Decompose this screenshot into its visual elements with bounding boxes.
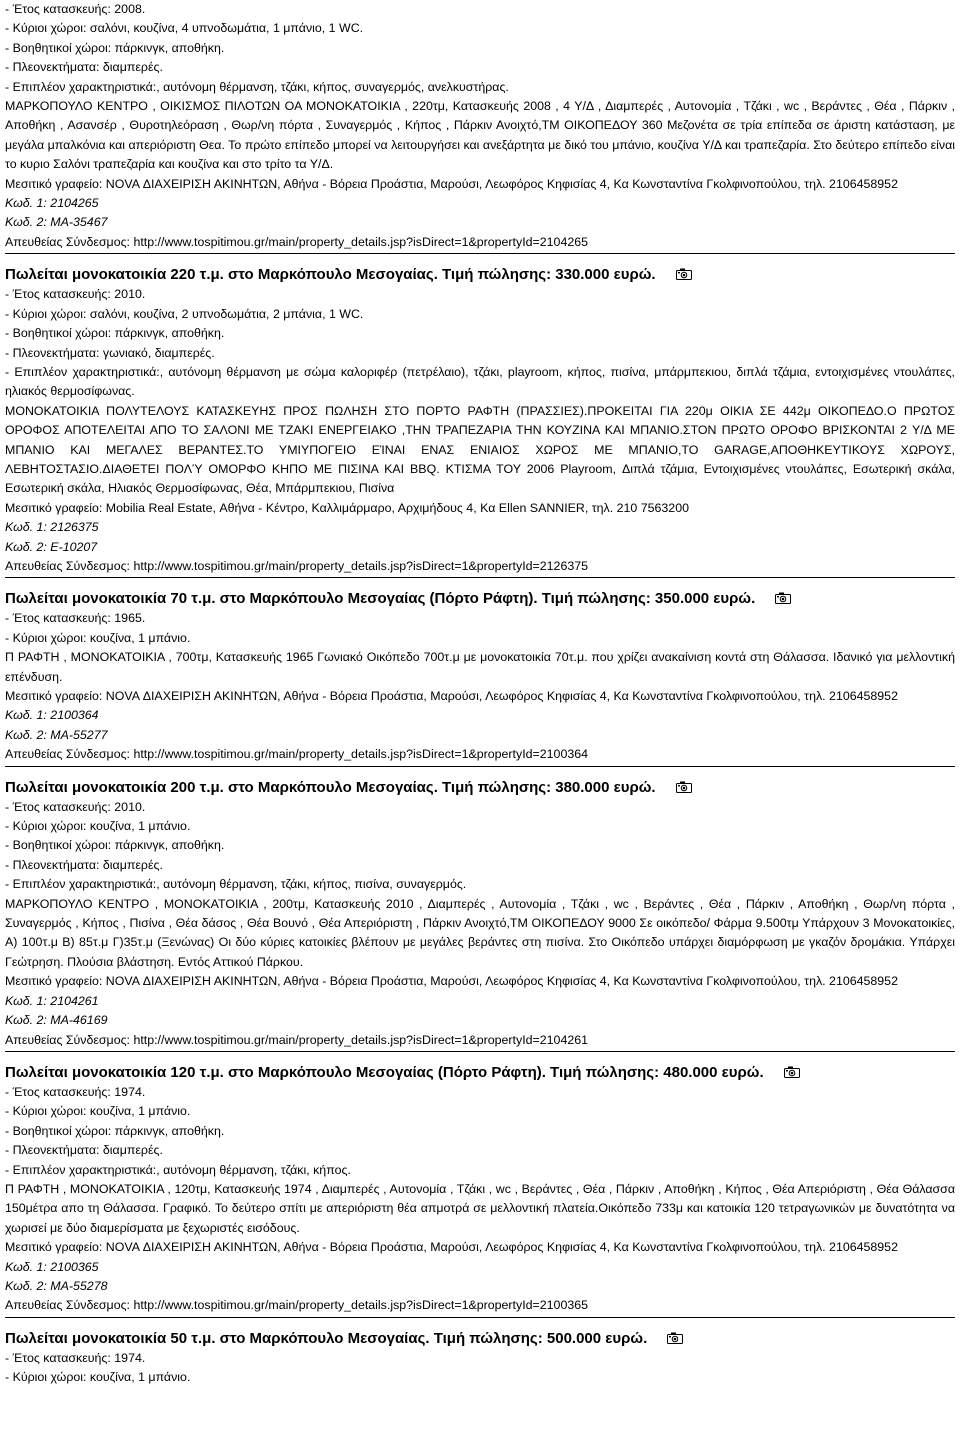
agency-info: Μεσιτικό γραφείο: NOVA ΔΙΑΧΕΙΡΙΣΗ ΑΚΙΝΗΤΩΝ, Αθήνα - Βόρεια Προάστια, Μαρούσι, Λεωφόρος Κηφισίας 4, Κα Κωνσταντίνα Γκολφινοπούλου, τηλ. 2106458952: [5, 689, 898, 703]
divider: [5, 1051, 955, 1052]
direct-link[interactable]: Απευθείας Σύνδεσμος: http://www.tospitimou.gr/main/property_details.jsp?isDirect=1&propertyId=2100364: [5, 747, 589, 762]
listing: [5, 1063, 955, 1318]
code-2: Κωδ. 2: MA-46169: [5, 1013, 108, 1028]
code-2: Κωδ. 2: MA-55277: [5, 727, 108, 742]
detail-line: - Πλεονεκτήματα: γωνιακό, διαμπερές.: [5, 345, 215, 360]
detail-line: - Επιπλέον χαρακτηριστικά:, αυτόνομη θέρμανση, τζάκι, κήπος.: [5, 1162, 351, 1177]
listing-title-text: Πωλείται μονοκατοικία 120 τ.μ. στο Μαρκόπουλο Μεσογαίας (Πόρτο Ράφτη). Τιμή πώλησης: 480.000 ευρώ.: [5, 1063, 764, 1081]
detail-line: - Έτος κατασκευής: 2010.: [5, 287, 146, 302]
agency-info: Μεσιτικό γραφείο: NOVA ΔΙΑΧΕΙΡΙΣΗ ΑΚΙΝΗΤΩΝ, Αθήνα - Βόρεια Προάστια, Μαρούσι, Λεωφόρος Κηφισίας 4, Κα Κωνσταντίνα Γκολφινοπούλου, τηλ. 2106458952: [5, 1240, 898, 1255]
detail-line: - Επιπλέον χαρακτηριστικά:, αυτόνομη θέρμανση, τζάκι, κήπος, συναγερμός, ανελκυστήρας.: [5, 79, 509, 94]
listing-title-text: Πωλείται μονοκατοικία 200 τ.μ. στο Μαρκόπουλο Μεσογαίας. Τιμή πώλησης: 380.000 ευρώ.: [5, 778, 656, 796]
detail-line: - Έτος κατασκευής: 1974.: [5, 1084, 146, 1099]
detail-line: - Έτος κατασκευής: 1974.: [5, 1350, 146, 1365]
direct-link[interactable]: Απευθείας Σύνδεσμος: http://www.tospitimou.gr/main/property_details.jsp?isDirect=1&propertyId=2104261: [5, 1032, 589, 1047]
code-1: Κωδ. 1: 2100365: [5, 1259, 99, 1274]
detail-line: - Κύριοι χώροι: κουζίνα, 1 μπάνιο.: [5, 1104, 191, 1119]
direct-link[interactable]: Απευθείας Σύνδεσμος: http://www.tospitimou.gr/main/property_details.jsp?isDirect=1&propertyId=2100365: [5, 1298, 589, 1313]
direct-link[interactable]: Απευθείας Σύνδεσμος: http://www.tospitimou.gr/main/property_details.jsp?isDirect=1&propertyId=2126375: [5, 558, 589, 573]
code-1: Κωδ. 1: 2104261: [5, 993, 99, 1008]
detail-line: - Έτος κατασκευής: 2010.: [5, 799, 146, 814]
listing-title-text: Πωλείται μονοκατοικία 50 τ.μ. στο Μαρκόπουλο Μεσογαίας. Τιμή πώλησης: 500.000 ευρώ.: [5, 1329, 648, 1347]
detail-line: - Κύριοι χώροι: κουζίνα, 1 μπάνιο.: [5, 819, 191, 834]
detail-line: - Βοηθητικοί χώροι: πάρκινγκ, αποθήκη.: [5, 40, 225, 55]
listing-description: ΜΑΡΚΟΠΟΥΛΟ ΚΕΝΤΡΟ , ΟΙΚΙΣΜΟΣ ΠΙΛΟΤΩΝ ΟΑ ΜΟΝΟΚΑΤΟΙΚΙΑ , 220τμ, Κατασκευής 2008 , 4 Υ/Δ , Διαμπερές , Αυτονομία , Τζάκι , wc , Βεράντες , Θέα , Πάρκιν , Αποθήκη , Ασανσέρ , Θυροτηλεόραση , Θωρ/νη πόρτα , Συναγερμός , Κήπος , Πάρκιν Ανοιχτό,ΤΜ ΟΙΚΟΠΕΔΟΥ 360 Μεζονέτα σε τρία επίπεδα σε άριστη κατάσταση, με μεγάλα μπαλκόνια και απεριόριστη Θεα. Το πρώτο επίπεδο μπορεί να λειτουργήσει και ανεξάρτητα με δικό του μπάνιο, κουζίνα Υ/Δ και τραπεζαρία. Στο δεύτερο επίπεδο είναι το κυριο Σαλόνι τραπεζαρία και κουζίνα και στο τρίτο τα Υ/Δ.: [5, 99, 955, 172]
agency-info: Μεσιτικό γραφείο: NOVA ΔΙΑΧΕΙΡΙΣΗ ΑΚΙΝΗΤΩΝ, Αθήνα - Βόρεια Προάστια, Μαρούσι, Λεωφόρος Κηφισίας 4, Κα Κωνσταντίνα Γκολφινοπούλου, τηλ. 2106458952: [5, 176, 898, 191]
divider: [5, 1317, 955, 1318]
detail-line: - Κύριοι χώροι: σαλόνι, κουζίνα, 2 υπνοδωμάτια, 2 μπάνια, 1 WC.: [5, 306, 364, 321]
detail-line: - Βοηθητικοί χώροι: πάρκινγκ, αποθήκη.: [5, 1123, 225, 1138]
camera-icon[interactable]: [676, 268, 692, 280]
detail-line: - Πλεονεκτήματα: διαμπερές.: [5, 857, 163, 872]
divider: [5, 577, 955, 578]
listing-title-text: Πωλείται μονοκατοικία 220 τ.μ. στο Μαρκόπουλο Μεσογαίας. Τιμή πώλησης: 330.000 ευρώ.: [5, 266, 656, 284]
listing-title: [5, 265, 955, 285]
extras-line: - Επιπλέον χαρακτηριστικά:, αυτόνομη θέρμανση με σώμα καλοριφέρ (πετρέλαιο), τζάκι, playroom, κήπος, πισίνα, μπάρμπεκιου, διπλά τζάμια, εντοιχισμένες ντουλάπες, ηλιακός θερμοσίφωνας.: [5, 364, 955, 399]
code-2: Κωδ. 2: MA-55278: [5, 1278, 108, 1293]
direct-link[interactable]: Απευθείας Σύνδεσμος: http://www.tospitimou.gr/main/property_details.jsp?isDirect=1&propertyId=2104265: [5, 234, 589, 249]
listing-title: [5, 1063, 955, 1083]
agency-info: Μεσιτικό γραφείο: Mobilia Real Estate, Αθήνα - Κέντρο, Καλλιμάρμαρο, Αρχιμήδους 4, Κα Ellen SANNIER, τηλ. 210 7563200: [5, 500, 689, 515]
detail-line: - Κύριοι χώροι: κουζίνα, 1 μπάνιο.: [5, 630, 191, 645]
listing-title: [5, 1329, 955, 1349]
detail-line: - Πλεονεκτήματα: διαμπερές.: [5, 60, 163, 75]
code-1: Κωδ. 1: 2126375: [5, 520, 99, 535]
camera-icon[interactable]: [775, 592, 791, 604]
listing-continued: [5, 0, 955, 254]
listing-description: Π ΡΑΦΤΗ , ΜΟΝΟΚΑΤΟΙΚΙΑ , 700τμ, Κατασκευής 1965 Γωνιακό Οικόπεδο 700τ.μ με μονοκατοικία 70τ.μ. που χρίζει ανακαίνιση κοντά στη Θάλασσα. Ιδανικό για μελλοντική επένδυση.: [5, 650, 955, 684]
listing-title: [5, 589, 955, 609]
listing-title-text: Πωλείται μονοκατοικία 70 τ.μ. στο Μαρκόπουλο Μεσογαίας (Πόρτο Ράφτη). Τιμή πώλησης: 350.000 ευρώ.: [5, 590, 756, 608]
agency-info: Μεσιτικό γραφείο: NOVA ΔΙΑΧΕΙΡΙΣΗ ΑΚΙΝΗΤΩΝ, Αθήνα - Βόρεια Προάστια, Μαρούσι, Λεωφόρος Κηφισίας 4, Κα Κωνσταντίνα Γκολφινοπούλου, τηλ. 2106458952: [5, 974, 898, 989]
code-1: Κωδ. 1: 2104265: [5, 196, 99, 211]
camera-icon[interactable]: [784, 1066, 800, 1078]
detail-line: - Κύριοι χώροι: σαλόνι, κουζίνα, 4 υπνοδωμάτια, 1 μπάνιο, 1 WC.: [5, 21, 364, 36]
listing: [5, 265, 955, 578]
detail-line: - Έτος κατασκευής: 2008.: [5, 2, 146, 16]
camera-icon[interactable]: [676, 781, 692, 793]
code-2: Κωδ. 2: E-10207: [5, 539, 98, 554]
listing-description: ΜΟΝΟΚΑΤΟΙΚΙΑ ΠΟΛΥΤΕΛΟΥΣ ΚΑΤΑΣΚΕΥΗΣ ΠΡΟΣ ΠΩΛΗΣΗ ΣΤΟ ΠΟΡΤΟ ΡΑΦΤΗ (ΠΡΑΣΣΙΕΣ).ΠΡΟΚΕΙΤΑΙ ΓΙΑ 220μ ΟΙΚΙΑ ΣΕ 442μ ΟΙΚΟΠΕΔΟ.Ο ΠΡΩΤΟΣ ΟΡΟΦΟΣ ΑΠΟΤΕΛΕΙΤΑΙ ΑΠΟ ΤΟ ΣΑΛΟΝΙ ΜΕ ΤΖΑΚΙ ΕΝΕΡΓΕΙΑΚΟ ,ΤΗΝ ΤΡΑΠΕΖΑΡΙΑ ΤΗΝ ΚΟΥΖΙΝΑ ΚΑΙ ΜΠΑΝΙΟ.ΣΤΟΝ ΠΡΩΤΟ ΟΡΟΦΟ ΒΡΙΣΚΟΝΤΑΙ 2 Υ/Δ ΜΕ ΜΠΑΝΙΟ ΚΑΙ ΜΕΓΑΛΕΣ ΒΕΡΑΝΤΕΣ.ΤΟ ΥΜΙΥΠΟΓΕΙΟ ΕΊΝΑΙ ΕΝΑΣ ΕΝΙΑΙΟΣ ΧΩΡΟΣ ΜΕ ΜΠΑΝΙΟ,ΤΟ GARAGE,ΑΠΟΘΗΚΕΥΤΙΚΟΥΣ ΧΩΡΟΥΣ, ΛΕΒΗΤΟΣΤΑΣΙΟ.ΔΙΑΘΕΤΕΙ ΠΟΛΎ ΟΜΟΡΦΟ ΚΗΠΟ ΜΕ ΠΙΣΙΝΑ ΚΑΙ BBQ. ΚΤΙΣΜΑ ΤΟΥ 2006 Playroom, Διπλά τζάμια, Εντοιχισμένες ντουλάπες, Εσωτερική σκάλα, Εσωτερική σκάλα, Ηλιακός Θερμοσίφωνας, Θέα, Μπάρμπεκιου, Πισίνα: [5, 403, 955, 496]
listing: [5, 1329, 955, 1388]
listings-page: [5, 0, 955, 1388]
code-1: Κωδ. 1: 2100364: [5, 708, 99, 723]
divider: [5, 253, 955, 254]
detail-line: - Πλεονεκτήματα: διαμπερές.: [5, 1143, 163, 1158]
listing-description: Π ΡΑΦΤΗ , ΜΟΝΟΚΑΤΟΙΚΙΑ , 120τμ, Κατασκευής 1974 , Διαμπερές , Αυτονομία , Τζάκι , wc , Βεράντες , Θέα , Πάρκιν , Αποθήκη , Κήπος , Θέα Απεριόριστη , Θέα Θάλασσα 150μέτρα απο τη Θάλασσα. Γραφικό. Το δεύτερο σπίτι με απεριόριστη θέα απμοτρά σε μελλοντική πλατεία.Οικόπεδο 733μ και κατοικία 120 τετραγωνικών με δυνατότητα να χωρισεί με δύο διαμερίσματα με ξεχωριστές εισόδους.: [5, 1181, 955, 1235]
camera-icon[interactable]: [667, 1332, 683, 1344]
detail-line: - Κύριοι χώροι: κουζίνα, 1 μπάνιο.: [5, 1370, 191, 1385]
code-2: Κωδ. 2: MA-35467: [5, 215, 108, 230]
divider: [5, 766, 955, 767]
listing-title: [5, 778, 955, 798]
detail-line: - Επιπλέον χαρακτηριστικά:, αυτόνομη θέρμανση, τζάκι, κήπος, πισίνα, συναγερμός.: [5, 877, 467, 892]
detail-line: - Έτος κατασκευής: 1965.: [5, 611, 146, 626]
listing: [5, 778, 955, 1052]
detail-line: - Βοηθητικοί χώροι: πάρκινγκ, αποθήκη.: [5, 326, 225, 341]
listing: [5, 589, 955, 766]
listing-description: ΜΑΡΚΟΠΟΥΛΟ ΚΕΝΤΡΟ , ΜΟΝΟΚΑΤΟΙΚΙΑ , 200τμ, Κατασκευής 2010 , Διαμπερές , Αυτονομία , Τζάκι , wc , Βεράντες , Θέα , Πάρκιν , Αποθήκη , Θωρ/νη πόρτα , Συναγερμός , Κήπος , Πισίνα , Θέα δάσος , Θέα Βουνό , Θέα Απεριόριστη , Πάρκιν Ανοιχτό,ΤΜ ΟΙΚΟΠΕΔΟΥ 9000 Σε οικόπεδο/ Φάρμα 9.500τμ Υπάρχουν 3 Μονοκατοικίες, Α) 100τ.μ Β) 85τ.μ Γ)35τ.μ (Ξενώνας) Οι δύο κύριες κατοικίες βλέπουν με μεγάλες βεράντες στη πισίνα. Στο Οικόπεδο υπάρχει διαμόρφωση με γκαζόν δρομάκια. Υπάρχει Γεώτρηση. Πλούσια βλάστηση. Εντός Αττικού Πάρκου.: [5, 896, 955, 969]
detail-line: - Βοηθητικοί χώροι: πάρκινγκ, αποθήκη.: [5, 838, 225, 853]
